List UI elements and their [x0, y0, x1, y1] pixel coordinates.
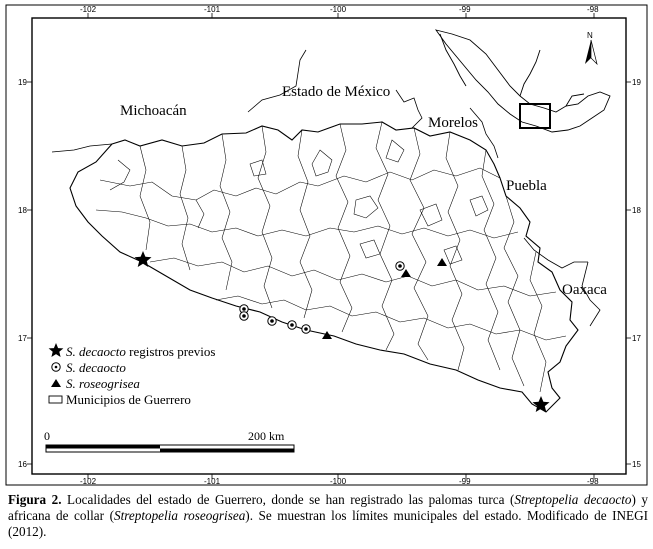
- lat-tick-right-2: 18: [632, 206, 641, 215]
- north-arrow-icon: [585, 40, 597, 64]
- legend-item-1-species: S. decaocto: [66, 344, 126, 359]
- circled-dot-marker: [396, 262, 404, 270]
- legend-item-3: S. roseogrisea: [66, 376, 140, 391]
- inset-study-area-box: [520, 104, 550, 128]
- lon-tick-top-2: -101: [204, 5, 221, 14]
- circled-dot-marker: [288, 321, 296, 329]
- left-latitude-ticks: [27, 82, 32, 464]
- label-estado-mexico: Estado de México: [282, 84, 391, 100]
- triangle-marker: [401, 269, 411, 277]
- label-morelos: Morelos: [428, 115, 478, 131]
- legend-item-4: Municipios de Guerrero: [66, 392, 191, 407]
- star-marker: [135, 251, 152, 267]
- label-michoacan: Michoacán: [120, 103, 187, 119]
- scale-bar: [46, 445, 294, 452]
- lon-tick-top-3: -100: [330, 5, 347, 14]
- scale-start-label: 0: [44, 429, 50, 443]
- lon-tick-bottom-5: -98: [587, 477, 599, 486]
- north-label: N: [587, 31, 593, 40]
- figure-caption: [8, 492, 648, 540]
- legend-circled-dot-icon: [52, 363, 60, 371]
- caption-prefix: Figura 2.: [8, 492, 62, 507]
- lon-tick-bottom-2: -101: [204, 477, 221, 486]
- circled-dot-marker: [302, 325, 310, 333]
- lon-tick-bottom-1: -102: [80, 477, 97, 486]
- lat-tick-left-4: 16: [18, 460, 27, 469]
- lat-tick-right-1: 19: [632, 78, 641, 87]
- triangle-marker: [437, 258, 447, 266]
- caption-text-3: ). Se muestran los límites municipales del estado. Modificado de INEGI (2012).: [8, 508, 649, 539]
- circled-dot-marker: [268, 317, 276, 325]
- lat-tick-left-2: 18: [18, 206, 27, 215]
- scale-end-label: 200 km: [248, 429, 285, 443]
- caption-text-1: Localidades del estado de Guerrero, donde se han registrado las palomas turca (: [61, 492, 515, 507]
- caption-species-1: Streptopelia decaocto: [514, 492, 632, 507]
- caption-species-2: Streptopelia roseogrisea: [113, 508, 246, 523]
- lat-tick-left-1: 19: [18, 78, 27, 87]
- lat-tick-left-3: 17: [18, 334, 27, 343]
- legend-municipio-icon: [49, 396, 62, 403]
- label-puebla: Puebla: [506, 178, 547, 194]
- legend-item-1-suffix: registros previos: [125, 344, 216, 359]
- lon-tick-bottom-3: -100: [330, 477, 347, 486]
- right-latitude-ticks: [626, 82, 631, 464]
- legend-triangle-icon: [51, 379, 61, 387]
- records-decaocto: [240, 262, 404, 333]
- lat-tick-right-3: 17: [632, 334, 641, 343]
- circled-dot-marker: [240, 312, 248, 320]
- lon-tick-top-1: -102: [80, 5, 97, 14]
- legend: [49, 343, 216, 407]
- lat-tick-right-4: 15: [632, 460, 641, 469]
- legend-item-2: S. decaocto: [66, 360, 126, 375]
- caption-text-2: ) y africana de collar (: [8, 492, 648, 523]
- legend-star-icon: [49, 343, 64, 357]
- lon-tick-top-4: -99: [459, 5, 471, 14]
- records-roseogrisea: [322, 258, 447, 339]
- guerrero-outline: [70, 122, 578, 412]
- lon-tick-bottom-4: -99: [459, 477, 471, 486]
- label-oaxaca: Oaxaca: [562, 282, 607, 298]
- legend-item-1: [66, 344, 215, 359]
- lon-tick-top-5: -98: [587, 5, 599, 14]
- outer-frame: [6, 5, 647, 485]
